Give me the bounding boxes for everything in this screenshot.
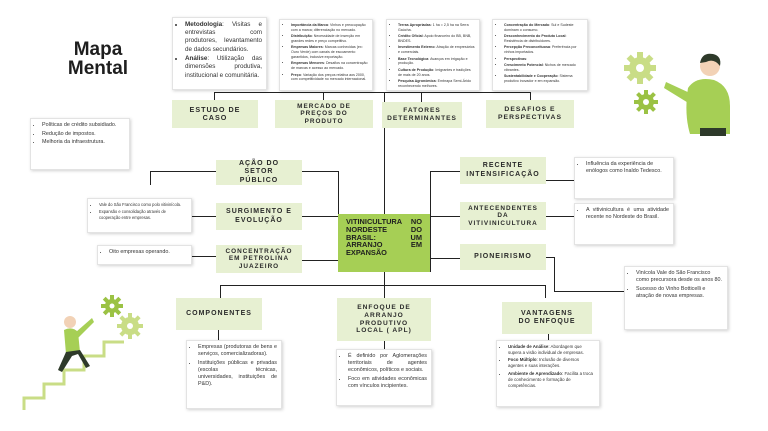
node-surgimento-evolucao: SURGIMENTO E EVOLUÇÃO [216,203,302,230]
list-item: • Perspectivas: [504,57,583,62]
list-item: • Distribuição: Necessidade de inserção em grandes redes e preço competitivo. [291,34,368,44]
note-antecedentes [574,203,674,245]
connector-line [150,171,192,172]
list-item: • Análise: Utilização das dimensões produtiva, institucional e comunitária. [185,55,262,80]
node-antecedentes: ANTECENDENTES DA VITIVINICULTURA [460,202,546,230]
node-mercado-precos: MERCADO DE PREÇOS DO PRODUTO [275,100,373,128]
list-item: • Investimento Externo: Atração de empresários e comerciais. [398,45,475,55]
note-mercado-precos [279,19,373,91]
list-item: • Melhoria da infraestrutura. [42,139,125,146]
connector-line [421,92,422,102]
list-item: • Vinícola Vale do São Francisco como precursora desde os anos 80. [636,270,723,284]
connector-line [545,285,546,298]
list-item: • Empresas (produtoras de bens e serviços, comercializadoras). [198,344,277,358]
gear-icon [101,295,123,317]
gear-icon [624,52,656,84]
list-item: • Ambiente de Aprendizado: Facilita a troca de conhecimento e formação de competências. [508,371,595,389]
note-vantagens-enfoque [496,340,600,407]
central-topic: VITINICULTURA NO NORDESTE DO BRASIL: UM ARRANJO EM EXPANSÃO [338,214,430,272]
connector-line [214,92,215,100]
connector-line [220,285,221,298]
list-item: • Sucesso do Vinho Botticelli e atração de novas empresas. [636,286,723,300]
page-title-line1: Mapa [73,39,123,60]
node-componentes: COMPONENTES [176,298,262,330]
list-item: • Importância da Marca: Vinhos e preocupação com a marca; diferenciação no mercado. [291,23,368,33]
list-item: • Influência da experiência de enólogos como Inaldo Tedesco. [586,161,669,175]
connector-line [430,171,431,272]
node-pioneirismo: PIONEIRISMO [460,244,546,270]
note-enfoque-apl [336,349,432,406]
connector-line [220,285,546,286]
list-item: • Sustentabilidade e Cooperação: Sistema produtivo inovador e em expansão. [504,74,583,84]
node-fatores-determinantes: FATORES DETERMINANTES [382,102,462,128]
stairs-person-illustration [20,282,160,414]
connector-line [150,171,151,185]
climber-head-icon [64,316,76,328]
note-recente-intensificacao [574,157,674,199]
list-item: • Metodologia: Visitas e entrevistas com produtores, levantamento de dados secundários. [185,21,262,54]
connector-line [302,260,338,261]
list-item: • Oito empresas operando. [109,249,187,256]
list-item: • Preço: Variação dos preços relativa aos 2000, com competitividade no mercado internacional. [291,73,368,83]
list-item: • Empresas Maiores: Marcas conhecidas (ex: Ouro Verde) com canais de escoamento garantidos, inclusive exportação. [291,45,368,60]
person-legs-icon [700,128,726,136]
connector-line [546,180,574,181]
climber-arm-icon [76,318,94,338]
connector-line [530,92,531,100]
list-item: • Vale do São Francisco como polo vitivinícola. [99,202,187,208]
connector-line [546,257,554,258]
list-item: • Crescimento Potencial: Nichos de mercado vibrantes. [504,63,583,73]
connector-line [384,341,385,349]
connector-line [302,171,338,172]
list-item: • É definido por Aglomerações territoriais de agentes econômicos, políticos e sociais. [348,353,427,374]
node-estudo-de-caso: ESTUDO DE CASO [172,100,258,128]
list-item: • Percepção Preconceituosa: Preferência por vinhos importados. [504,45,583,55]
connector-line [214,92,531,93]
connector-line [302,216,338,217]
list-item: • Pesquisa Agronômica: Embrapa Semi-Árido reconhecendo melhores. [398,79,475,89]
note-pioneirismo [624,266,728,330]
gear-icon [117,313,143,339]
list-item: • Base Tecnológica: Avanços em irrigação e produção. [398,57,475,67]
note-fatores-determinantes [386,19,480,91]
list-item: • Instituições públicas e privadas (escolas técnicas, universidades, instituições de P&D). [198,360,277,388]
list-item: • Expansão e consolidação através de cooperação entre empresas. [99,209,187,220]
node-concentracao-petrolina: CONCENTRAÇÃO EM PETROLINA JUAZEIRO [216,245,302,273]
list-item: • Crédito Oficial: Apoio financeiro do BB, BNB, BNDES. [398,34,475,44]
list-item: • Terras Apropriadas: 1 ha = 2,5 ha na Serra Gaúcha. [398,23,475,33]
connector-line [554,291,624,292]
node-recente-intensificacao: RECENTE INTENSIFICAÇÃO [460,157,546,184]
node-enfoque-apl: ENFOQUE DE ARRANJO PRODUTIVO LOCAL ( APL) [337,298,431,341]
person-body-icon [686,79,730,134]
connector-line [546,216,574,217]
person-gears-illustration [618,30,753,140]
note-componentes [186,340,282,409]
connector-line [554,257,555,291]
list-item: • Empresas Menores: Desafios na concentração de marcas e acesso ao mercado. [291,61,368,71]
gear-icon [634,90,658,114]
connector-line [218,330,219,340]
list-item: • Políticas de crédito subsidiado. [42,122,125,129]
note-estudo-de-caso [172,17,267,90]
list-item: • A vitivinicultura é uma atividade recente no Nordeste do Brasil. [586,207,669,221]
connector-line [430,258,460,259]
list-item: • Unidade de Análise: Abordagem que supera a visão individual de empresas. [508,344,595,356]
connector-line [430,171,460,172]
connector-line [323,92,324,100]
note-concentracao-petrolina [97,245,192,265]
person-arm-icon [664,82,692,104]
node-acao-setor-publico: AÇÃO DO SETOR PÚBLICO [216,160,302,185]
list-item: • Desconhecimento do Produto Local: Resistência de distribuidores. [504,34,583,44]
list-item: • Concentração do Mercado: Sul e Sudeste dominam o consumo. [504,23,583,33]
page-title [58,40,138,78]
note-acao-setor-publico [30,118,130,170]
note-desafios-perspectivas [492,19,588,91]
list-item: • Foco Múltiplo: Inclusão de diversos agentes e suas interações. [508,357,595,369]
node-desafios-perspectivas: DESAFIOS E PERSPECTIVAS [486,100,574,128]
connector-line [430,216,460,217]
note-surgimento-evolucao [87,198,192,233]
connector-line [192,171,216,172]
list-item: • Cultura de Produção: Imigrantes e tradições de mais de 20 anos. [398,68,475,78]
page-title-line2: Mental [67,58,129,79]
node-vantagens-enfoque: VANTAGENS DO ENFOQUE [502,302,592,334]
connector-line [192,216,216,217]
list-item: • Redução de impostos. [42,131,125,138]
connector-line [192,256,216,257]
list-item: • Foco em atividades econômicas com vínculos incipientes. [348,376,427,390]
